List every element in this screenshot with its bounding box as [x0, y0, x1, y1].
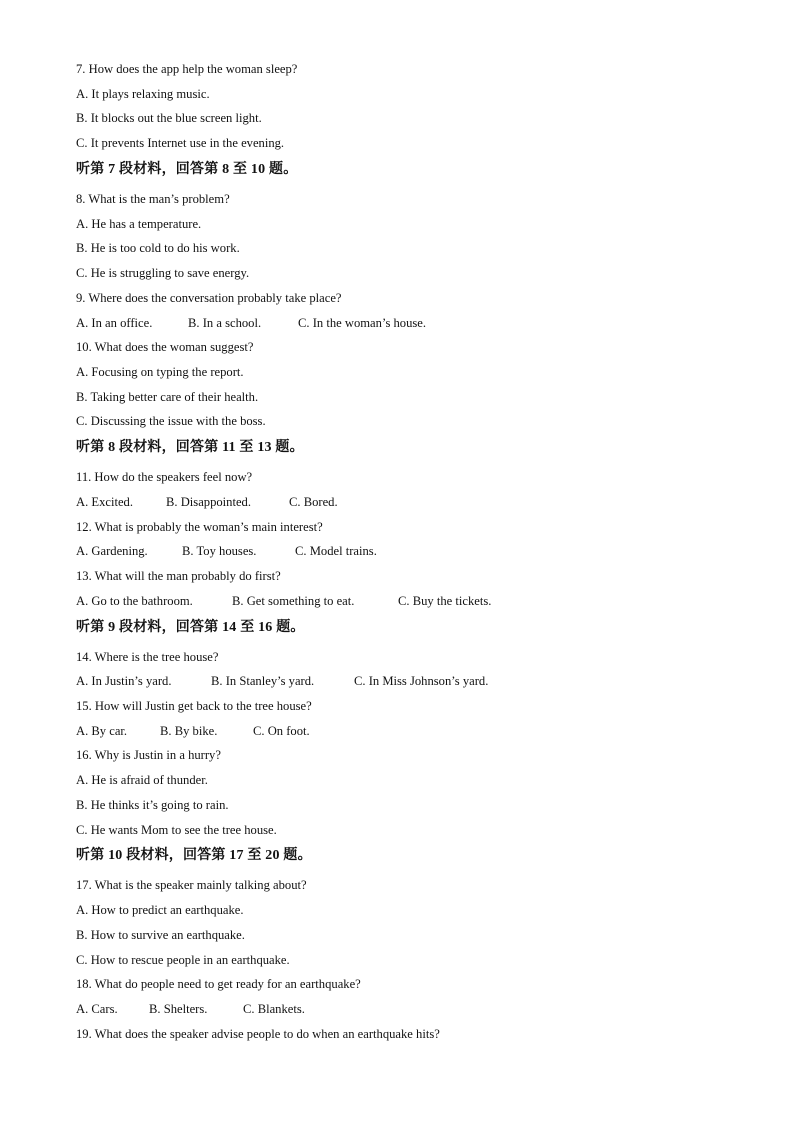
section-heading-10: 听第 10 段材料，回答第 17 至 20 题。 [76, 848, 312, 863]
option-12b: B. Toy houses. [182, 544, 257, 558]
answer-7a: A. It plays relaxing music. [76, 87, 210, 101]
option-11b: B. Disappointed. [166, 495, 252, 509]
option-13c: C. Buy the tickets. [398, 594, 492, 608]
answer-17b: B. How to survive an earthquake. [76, 928, 245, 942]
option-18b: B. Shelters. [149, 1002, 208, 1016]
option-9c: C. In the woman’s house. [298, 316, 427, 330]
option-14c: C. In Miss Johnson’s yard. [354, 674, 489, 688]
option-13a: A. Go to the bathroom. [76, 594, 193, 608]
section-heading-9: 听第 9 段材料，回答第 14 至 16 题。 [76, 620, 305, 635]
option-12a: A. Gardening. [76, 544, 148, 558]
option-9b: B. In a school. [188, 316, 262, 330]
option-11a: A. Excited. [76, 495, 134, 509]
question-9: 9. Where does the conversation probably take place? [76, 291, 342, 305]
option-18a: A. Cars. [76, 1002, 118, 1016]
question-12: 12. What is probably the woman’s main interest? [76, 520, 323, 534]
answer-8c: C. He is struggling to save energy. [76, 266, 250, 280]
question-10: 10. What does the woman suggest? [76, 340, 254, 354]
answer-8b: B. He is too cold to do his work. [76, 241, 240, 255]
option-11c: C. Bored. [289, 495, 338, 509]
option-15a: A. By car. [76, 724, 128, 738]
section-heading-7: 听第 7 段材料，回答第 8 至 10 题。 [76, 162, 298, 177]
question-19: 19. What does the speaker advise people to do when an earthquake hits? [76, 1027, 440, 1041]
answer-10a: A. Focusing on typing the report. [76, 365, 244, 379]
question-17: 17. What is the speaker mainly talking about? [76, 878, 307, 892]
answer-10b: B. Taking better care of their health. [76, 390, 259, 404]
answer-17c: C. How to rescue people in an earthquake. [76, 953, 290, 967]
option-14b: B. In Stanley’s yard. [211, 674, 315, 688]
option-15c: C. On foot. [253, 724, 310, 738]
question-16: 16. Why is Justin in a hurry? [76, 748, 221, 762]
option-18c: C. Blankets. [243, 1002, 305, 1016]
answer-16b: B. He thinks it’s going to rain. [76, 798, 229, 812]
answer-8a: A. He has a temperature. [76, 217, 202, 231]
answer-16a: A. He is afraid of thunder. [76, 773, 208, 787]
answer-7c: C. It prevents Internet use in the evening. [76, 136, 285, 150]
answer-17a: A. How to predict an earthquake. [76, 903, 244, 917]
question-18: 18. What do people need to get ready for an earthquake? [76, 977, 361, 991]
option-9a: A. In an office. [76, 316, 153, 330]
question-15: 15. How will Justin get back to the tree house? [76, 699, 312, 713]
answer-16c: C. He wants Mom to see the tree house. [76, 823, 277, 837]
question-13: 13. What will the man probably do first? [76, 569, 281, 583]
question-8: 8. What is the man’s problem? [76, 192, 230, 206]
section-heading-8: 听第 8 段材料，回答第 11 至 13 题。 [76, 440, 304, 455]
option-13b: B. Get something to eat. [232, 594, 355, 608]
answer-7b: B. It blocks out the blue screen light. [76, 111, 262, 125]
question-11: 11. How do the speakers feel now? [76, 470, 253, 484]
answer-10c: C. Discussing the issue with the boss. [76, 414, 266, 428]
option-14a: A. In Justin’s yard. [76, 674, 172, 688]
option-15b: B. By bike. [160, 724, 218, 738]
option-12c: C. Model trains. [295, 544, 377, 558]
question-7: 7. How does the app help the woman sleep? [76, 62, 298, 76]
question-14: 14. Where is the tree house? [76, 650, 219, 664]
